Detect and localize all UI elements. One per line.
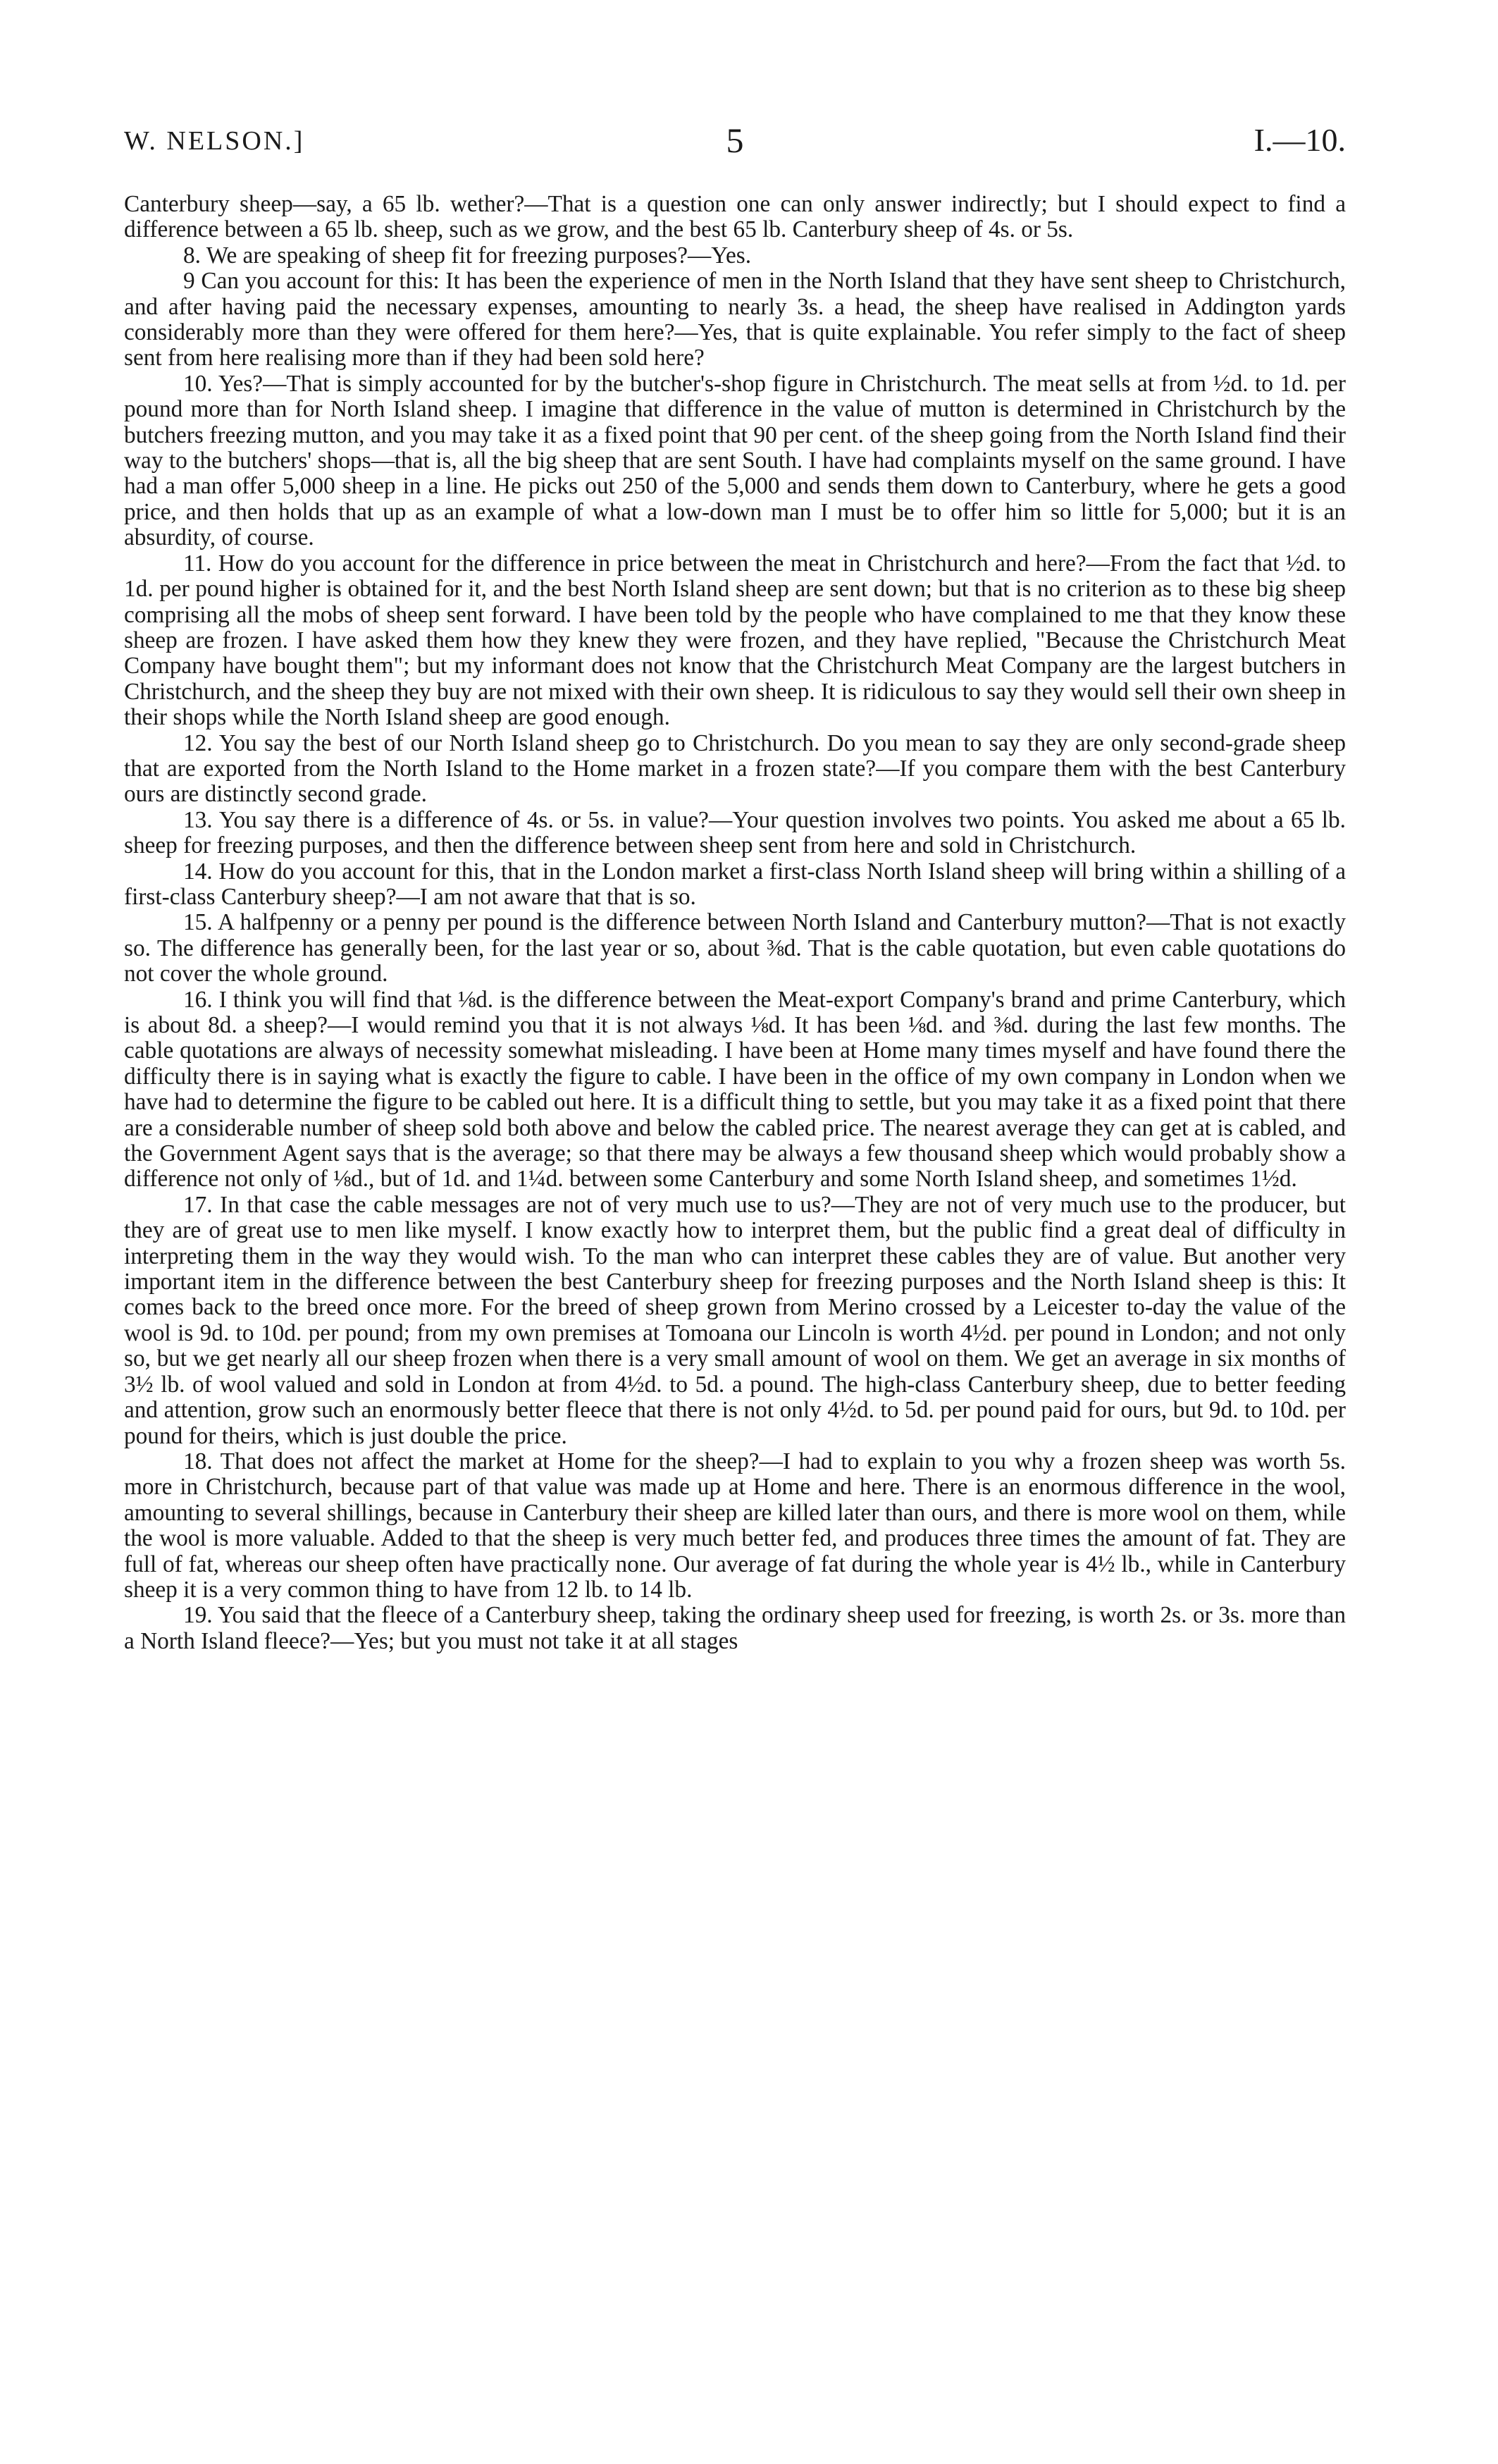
paragraph-q13: 13. You say there is a difference of 4s. or 5s. in value?—Your question involves two points. You asked me about a 65 lb. sheep for freezing purposes, and then the difference between sheep sent from here and sold in Christchurch. xyxy=(124,806,1346,859)
witness-name: W. NELSON.] xyxy=(124,126,305,156)
evidence-text xyxy=(124,192,1346,1654)
paragraph-q11: 11. How do you account for the difference in price between the meat in Christchurch and here?—From the fact that ½d. to 1d. per pound higher is obtained for it, and the best North Island sheep are sent down; but that is no criterion as to these big sheep comprising all the mobs of sheep sent forward. I have been told by the people who have complained to me that they know these sheep are frozen. I have asked them how they knew they were frozen, and they have replied, "Because the Christchurch Meat Company have bought them"; but my informant does not know that the Christchurch Meat Company are the largest butchers in Christchurch, and the sheep they buy are not mixed with their own sheep. It is ridiculous to say they would sell their own sheep in their shops while the North Island sheep are good enough. xyxy=(124,550,1346,731)
paragraph-q19: 19. You said that the fleece of a Canterbury sheep, taking the ordinary sheep used for freezing, is worth 2s. or 3s. more than a North Island fleece?—Yes; but you must not take it at all stages xyxy=(124,1602,1346,1654)
paragraph-q18: 18. That does not affect the market at Home for the sheep?—I had to explain to you why a frozen sheep was worth 5s. more in Christchurch, because part of that value was made up at Home and here. There is an enormous difference in the wool, amounting to several shillings, because in Canterbury their sheep are killed later than ours, and there is more wool on them, while the wool is more valuable. Added to that the sheep is very much better fed, and produces three times the amount of fat. They are full of fat, whereas our sheep often have practically none. Our average of fat during the whole year is 4½ lb., while in Canterbury sheep it is a very common thing to have from 12 lb. to 14 lb. xyxy=(124,1448,1346,1603)
paragraph-continued: Canterbury sheep—say, a 65 lb. wether?—That is a question one can only answer indirectly; but I should expect to find a difference between a 65 lb. sheep, such as we grow, and the best 65 lb. Canterbury sheep of 4s. or 5s. xyxy=(124,191,1346,243)
paragraph-q16: 16. I think you will find that ⅛d. is the difference between the Meat-export Company's brand and prime Canterbury, which is about 8d. a sheep?—I would remind you that it is not always ⅛d. It has been ⅛d. and ⅜d. during the last few months. The cable quotations are always of necessity somewhat misleading. I have been at Home many times myself and have found there the difficulty there is in saying what is exactly the figure to cable. I have been in the office of my own company in London when we have had to determine the figure to be cabled out here. It is a difficult thing to settle, but you may take it as a fixed point that there are a considerable number of sheep sold both above and below the cabled price. The nearest average they can get at is cabled, and the Government Agent says that is the average; so that there may be always a few thousand sheep which would probably show a difference not only of ⅛d., but of 1d. and 1¼d. between some Canterbury and some North Island sheep, and sometimes 1½d. xyxy=(124,986,1346,1193)
paragraph-q17: 17. In that case the cable messages are not of very much use to us?—They are not of very much use to the producer, but they are of great use to men like myself. I know exactly how to interpret them, but the public find a great deal of difficulty in interpreting them in the way they would wish. To the man who can interpret these cables they are of value. But another very important item in the difference between the best Canterbury sheep for freezing purposes and the North Island sheep is this: It comes back to the breed once more. For the breed of sheep grown from Merino crossed by a Leicester to-day the value of the wool is 9d. to 10d. per pound; from my own premises at Tomoana our Lincoln is worth 4½d. per pound in London; and not only so, but we get nearly all our sheep frozen when there is a very small amount of wool on them. We get an average in six months of 3½ lb. of wool valued and sold in London at from 4½d. to 5d. a pound. The high-class Canterbury sheep, due to better feeding and attention, grow such an enormously better fleece that there is not only 4½d. to 5d. per pound paid for ours, but 9d. to 10d. per pound for theirs, which is just double the price. xyxy=(124,1191,1346,1449)
paragraph-q14: 14. How do you account for this, that in the London market a first-class North Island sheep will bring within a shilling of a first-class Canterbury sheep?—I am not aware that that is so. xyxy=(124,858,1346,910)
paragraph-q10: 10. Yes?—That is simply accounted for by the butcher's-shop figure in Christchurch. The meat sells at from ½d. to 1d. per pound more than for North Island sheep. I imagine that difference in the value of mutton is determined in Christchurch by the butchers freezing mutton, and you may take it as a fixed point that 90 per cent. of the sheep going from the North Island find their way to the butchers' shops—that is, all the big sheep that are sent South. I have had complaints myself on the same ground. I have had a man offer 5,000 sheep in a line. He picks out 250 of the 5,000 and sends them down to Canterbury, where he gets a good price, and then holds that up as an example of what a low-down man I must be to offer him so little for 5,000; but it is an absurdity, of course. xyxy=(124,370,1346,551)
document-reference: I.—10. xyxy=(1254,122,1346,158)
page-header xyxy=(124,121,1346,168)
paragraph-q8: 8. We are speaking of sheep fit for freezing purposes?—Yes. xyxy=(183,242,752,269)
paragraph-q15: 15. A halfpenny or a penny per pound is the difference between North Island and Canterbury mutton?—That is not exactly so. The difference has generally been, for the last year or so, about ⅜d. That is the cable quotation, but even cable quotations do not cover the whole ground. xyxy=(124,909,1346,987)
page-number: 5 xyxy=(726,121,744,160)
paragraph-q9: 9 Can you account for this: It has been the experience of men in the North Island that they have sent sheep to Christchurch, and after having paid the necessary expenses, amounting to nearly 3s. a head, the sheep have realised in Addington yards considerably more than they were offered for them here?—Yes, that is quite explainable. You refer simply to the fact of sheep sent from here realising more than if they had been sold here? xyxy=(124,268,1346,371)
paragraph-q12: 12. You say the best of our North Island sheep go to Christchurch. Do you mean to say they are only second-grade sheep that are exported from the North Island to the Home market in a frozen state?—If you compare them with the best Canterbury ours are distinctly second grade. xyxy=(124,729,1346,808)
